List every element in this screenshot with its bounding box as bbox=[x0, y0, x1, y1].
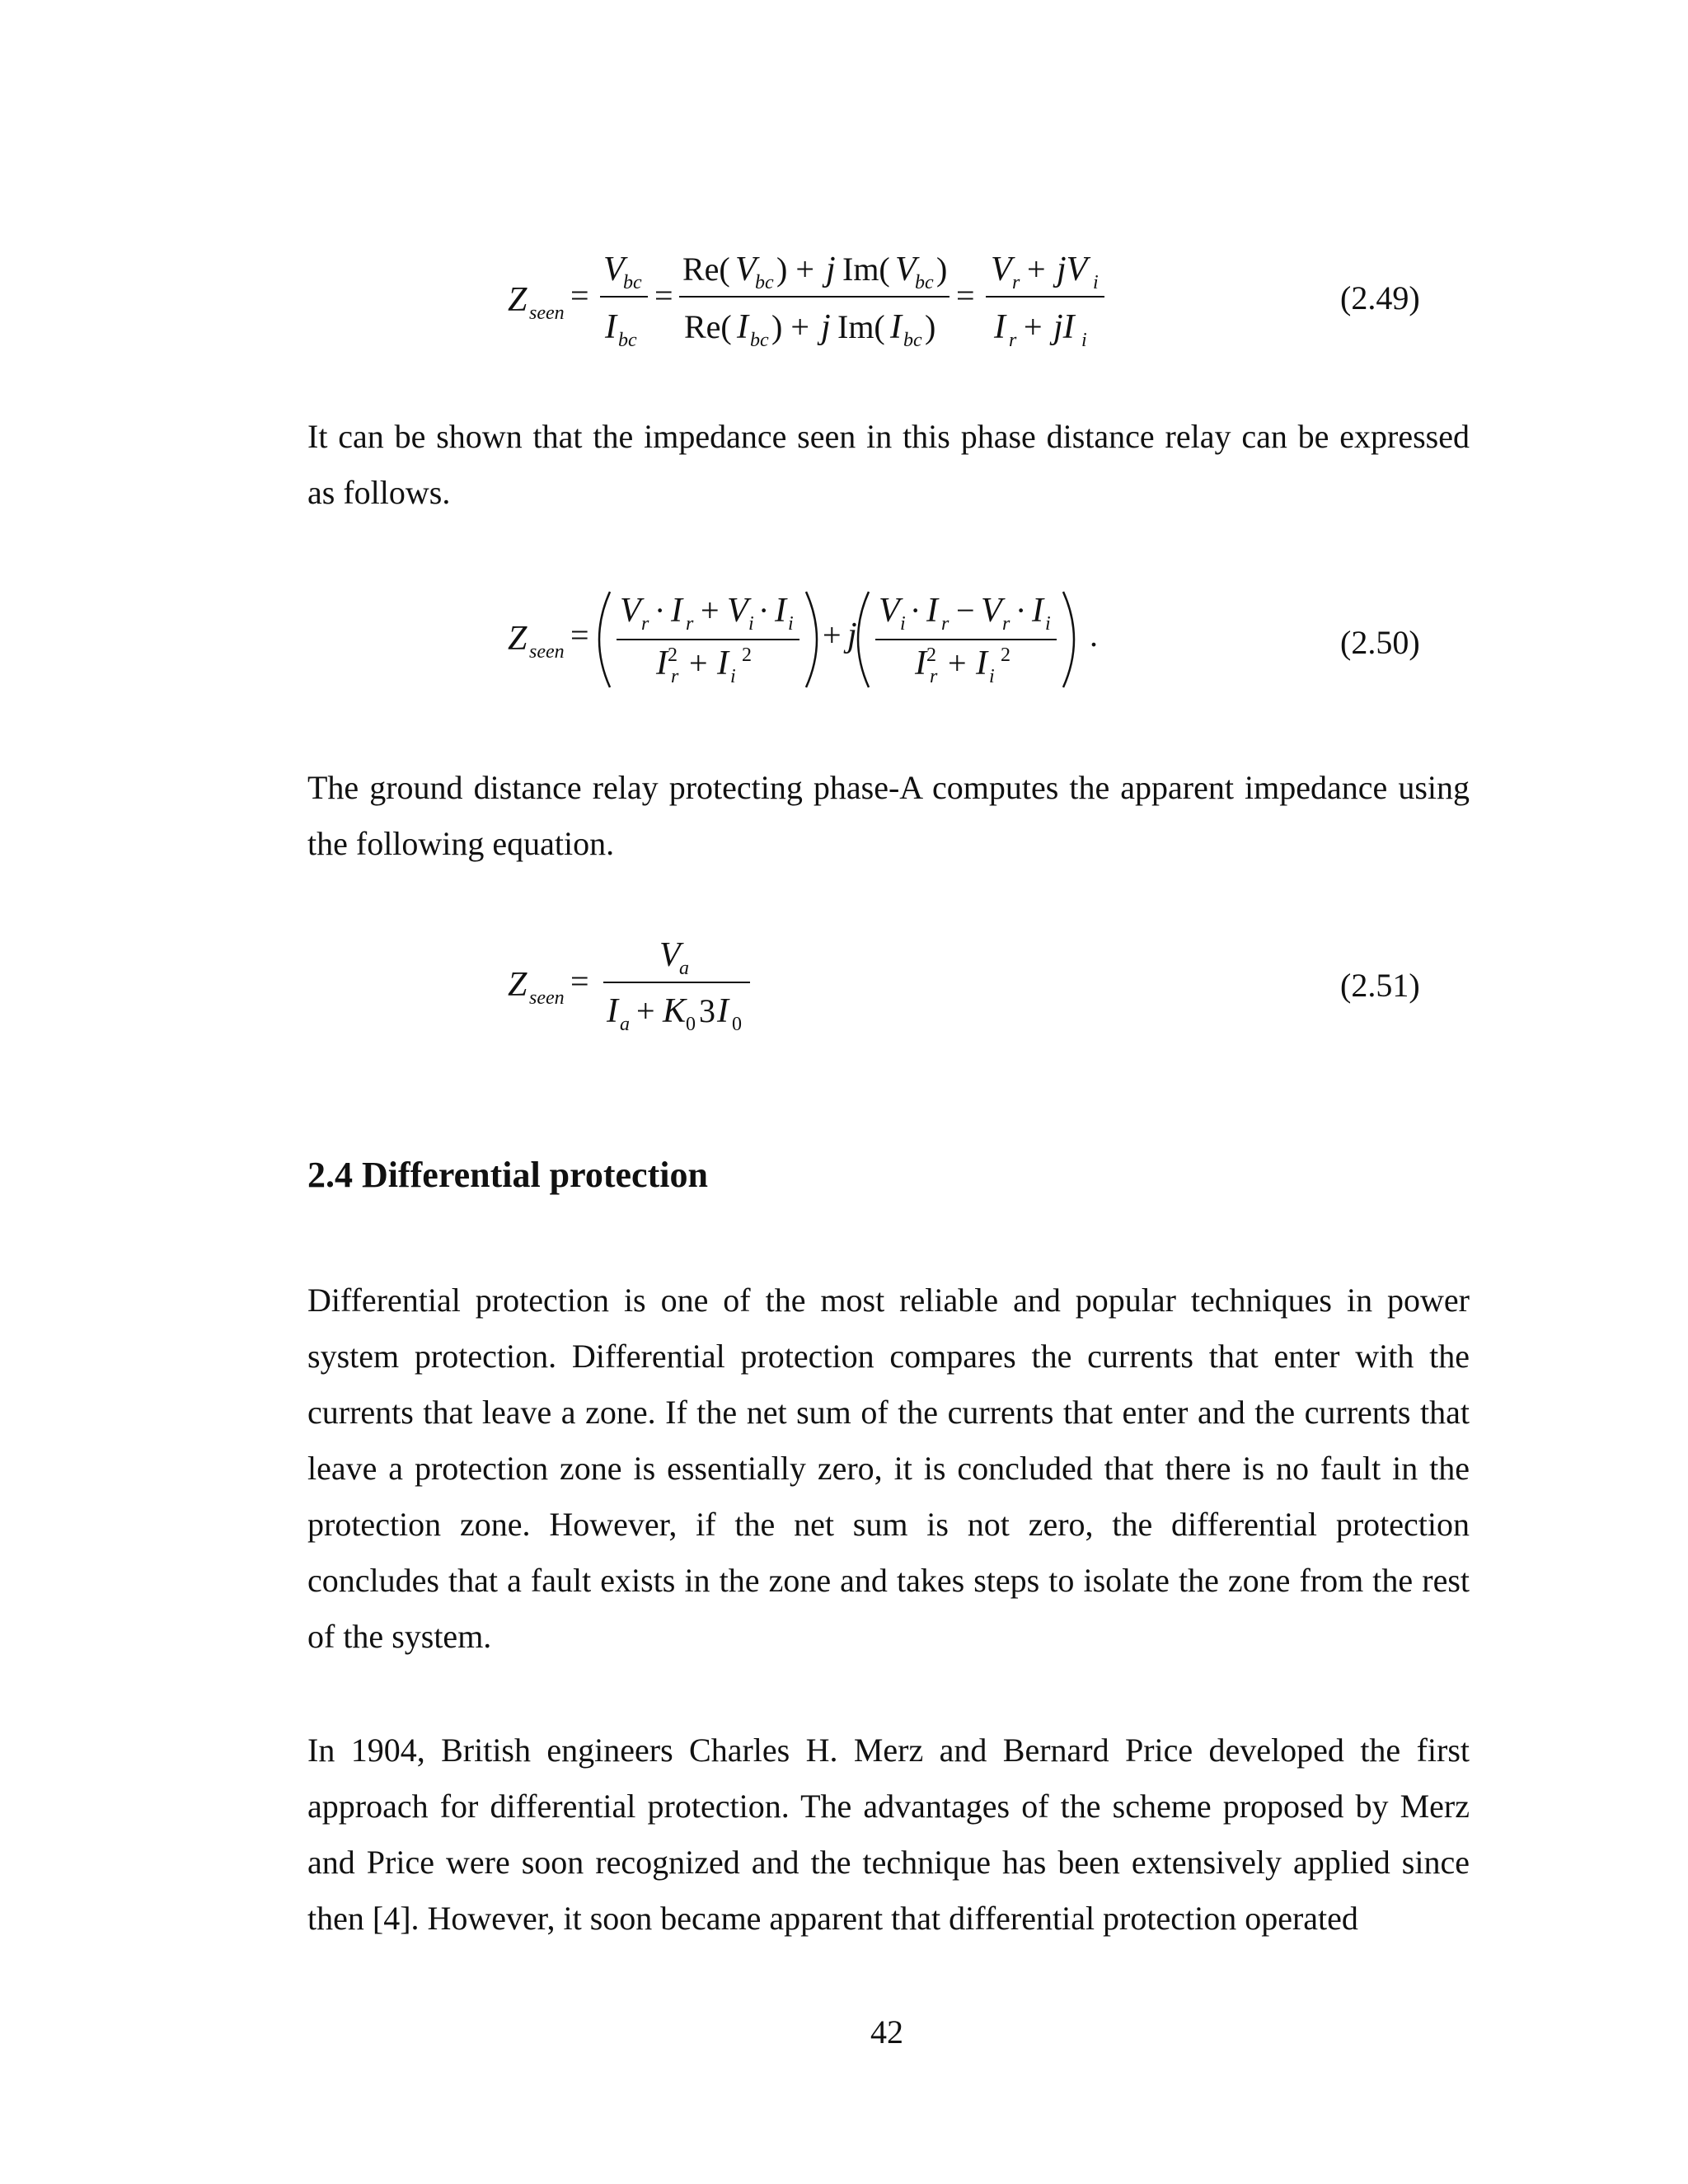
svg-text:2: 2 bbox=[926, 644, 936, 666]
svg-text:bc: bc bbox=[750, 330, 769, 351]
svg-text:V: V bbox=[879, 592, 900, 630]
svg-text:·: · bbox=[654, 592, 666, 629]
svg-text:+: + bbox=[948, 644, 967, 682]
svg-text:0: 0 bbox=[732, 1014, 742, 1035]
svg-text:) +: ) + bbox=[776, 251, 814, 288]
svg-text:V: V bbox=[727, 592, 748, 630]
svg-text:I: I bbox=[717, 644, 729, 682]
svg-text:i: i bbox=[1081, 330, 1087, 351]
svg-text:I: I bbox=[994, 308, 1006, 346]
svg-text:bc: bc bbox=[618, 330, 637, 351]
svg-text:3: 3 bbox=[699, 992, 715, 1029]
svg-text:I: I bbox=[976, 644, 987, 682]
svg-text:a: a bbox=[679, 958, 689, 979]
section-heading: 2.4 Differential protection bbox=[307, 1155, 708, 1195]
svg-text:I: I bbox=[656, 644, 668, 682]
svg-text:+: + bbox=[636, 992, 655, 1029]
svg-text:I: I bbox=[1032, 592, 1043, 630]
svg-text:·: · bbox=[910, 592, 921, 629]
svg-text:jV: jV bbox=[1057, 251, 1088, 288]
svg-text:2: 2 bbox=[742, 644, 752, 666]
paragraph: In 1904, British engineers Charles H. Merz and Bernard Price developed the first approach for differential protection. The advantages of the scheme proposed by Merz and Price were soon recognized and the technique has been extensively applied since then [4]. However, it soon became apparent that differential protection operated bbox=[307, 1732, 1470, 1937]
svg-text:Im(: Im( bbox=[837, 308, 885, 345]
svg-text:): ) bbox=[936, 251, 948, 288]
svg-text:i: i bbox=[788, 613, 794, 635]
paragraph: Differential protection is one of the most reliable and popular techniques in power system protection. Differential protection compares the currents that enter with the currents that leave a zone. If the net sum of the currents that enter and the currents that leave a protection zone is essentially zero, it is concluded that there is no fault in the protection zone. However, if the net sum is not zero, the differential protection concludes that a fault exists in the zone and takes steps to isolate the zone from the rest of the system. bbox=[307, 1282, 1470, 1655]
svg-text:a: a bbox=[620, 1014, 630, 1035]
svg-text:seen: seen bbox=[529, 302, 565, 324]
svg-text:−: − bbox=[956, 592, 975, 629]
svg-text:·: · bbox=[758, 592, 770, 629]
svg-text:i: i bbox=[989, 666, 995, 687]
paragraph: The ground distance relay protecting phase-A computes the apparent impedance using the following equation. bbox=[307, 769, 1470, 862]
svg-text:r: r bbox=[641, 613, 649, 635]
svg-text:0: 0 bbox=[686, 1014, 696, 1035]
svg-text:i: i bbox=[730, 666, 736, 687]
svg-text:) +: ) + bbox=[771, 308, 809, 345]
svg-text:=: = bbox=[570, 963, 589, 1000]
svg-text:r: r bbox=[671, 666, 679, 687]
svg-text:I: I bbox=[737, 308, 748, 346]
svg-text:r: r bbox=[1012, 272, 1020, 293]
svg-text:bc: bc bbox=[915, 272, 934, 293]
svg-text:Im(: Im( bbox=[842, 251, 890, 288]
svg-text:I: I bbox=[915, 644, 926, 682]
svg-text:=: = bbox=[570, 277, 589, 314]
svg-text:Z: Z bbox=[508, 966, 528, 1004]
svg-text:V: V bbox=[603, 251, 625, 288]
svg-text:): ) bbox=[925, 308, 936, 345]
svg-text:V: V bbox=[895, 251, 917, 288]
equation-number: (2.51) bbox=[1340, 967, 1420, 1004]
svg-text:seen: seen bbox=[529, 641, 565, 663]
svg-text:j: j bbox=[821, 308, 831, 346]
svg-text:K: K bbox=[663, 992, 687, 1030]
svg-text:jI: jI bbox=[1053, 308, 1075, 346]
svg-text:r: r bbox=[686, 613, 694, 635]
svg-text:=: = bbox=[570, 616, 589, 654]
paragraph: It can be shown that the impedance seen in this phase distance relay can be expressed as follows. bbox=[307, 418, 1470, 511]
svg-text:j: j bbox=[847, 616, 857, 654]
svg-text:V: V bbox=[620, 592, 641, 630]
page-number: 42 bbox=[870, 2013, 903, 2050]
equation-2-50 bbox=[495, 582, 1154, 697]
svg-text:V: V bbox=[981, 592, 1002, 630]
svg-text:i: i bbox=[1045, 613, 1051, 635]
svg-text:+: + bbox=[701, 592, 720, 629]
svg-text:j: j bbox=[826, 251, 836, 288]
svg-text:Z: Z bbox=[508, 281, 528, 319]
svg-text:r: r bbox=[1009, 330, 1017, 351]
equation-number: (2.50) bbox=[1340, 624, 1420, 661]
svg-text:Z: Z bbox=[508, 620, 528, 658]
svg-text:bc: bc bbox=[903, 330, 922, 351]
svg-text:I: I bbox=[607, 992, 618, 1030]
svg-text:Re(: Re( bbox=[682, 251, 730, 288]
equation-2-49 bbox=[495, 239, 1154, 354]
equation-2-51 bbox=[495, 928, 824, 1043]
svg-text:V: V bbox=[735, 251, 757, 288]
svg-text:i: i bbox=[1093, 272, 1099, 293]
svg-text:seen: seen bbox=[529, 987, 565, 1009]
svg-text:V: V bbox=[991, 251, 1012, 288]
svg-text:+: + bbox=[1027, 251, 1046, 288]
equation-number: (2.49) bbox=[1340, 279, 1420, 316]
svg-text:i: i bbox=[900, 613, 906, 635]
svg-text:2: 2 bbox=[668, 644, 678, 666]
svg-text:I: I bbox=[890, 308, 902, 346]
svg-text:r: r bbox=[1002, 613, 1010, 635]
svg-text:I: I bbox=[926, 592, 938, 630]
svg-text:+: + bbox=[823, 616, 842, 654]
svg-text:2: 2 bbox=[1001, 644, 1010, 666]
svg-text:I: I bbox=[775, 592, 786, 630]
svg-text:bc: bc bbox=[755, 272, 774, 293]
svg-text:.: . bbox=[1090, 616, 1098, 654]
svg-text:i: i bbox=[748, 613, 754, 635]
svg-text:r: r bbox=[930, 666, 938, 687]
svg-text:+: + bbox=[689, 644, 708, 682]
svg-text:Re(: Re( bbox=[684, 308, 732, 345]
svg-text:=: = bbox=[654, 277, 673, 314]
svg-text:I: I bbox=[717, 992, 729, 1030]
svg-text:+: + bbox=[1024, 308, 1043, 345]
svg-text:I: I bbox=[671, 592, 682, 630]
svg-text:r: r bbox=[941, 613, 950, 635]
svg-text:·: · bbox=[1015, 592, 1027, 629]
svg-text:V: V bbox=[659, 936, 681, 974]
svg-text:I: I bbox=[605, 308, 617, 346]
svg-text:bc: bc bbox=[623, 272, 642, 293]
svg-text:=: = bbox=[956, 277, 975, 314]
